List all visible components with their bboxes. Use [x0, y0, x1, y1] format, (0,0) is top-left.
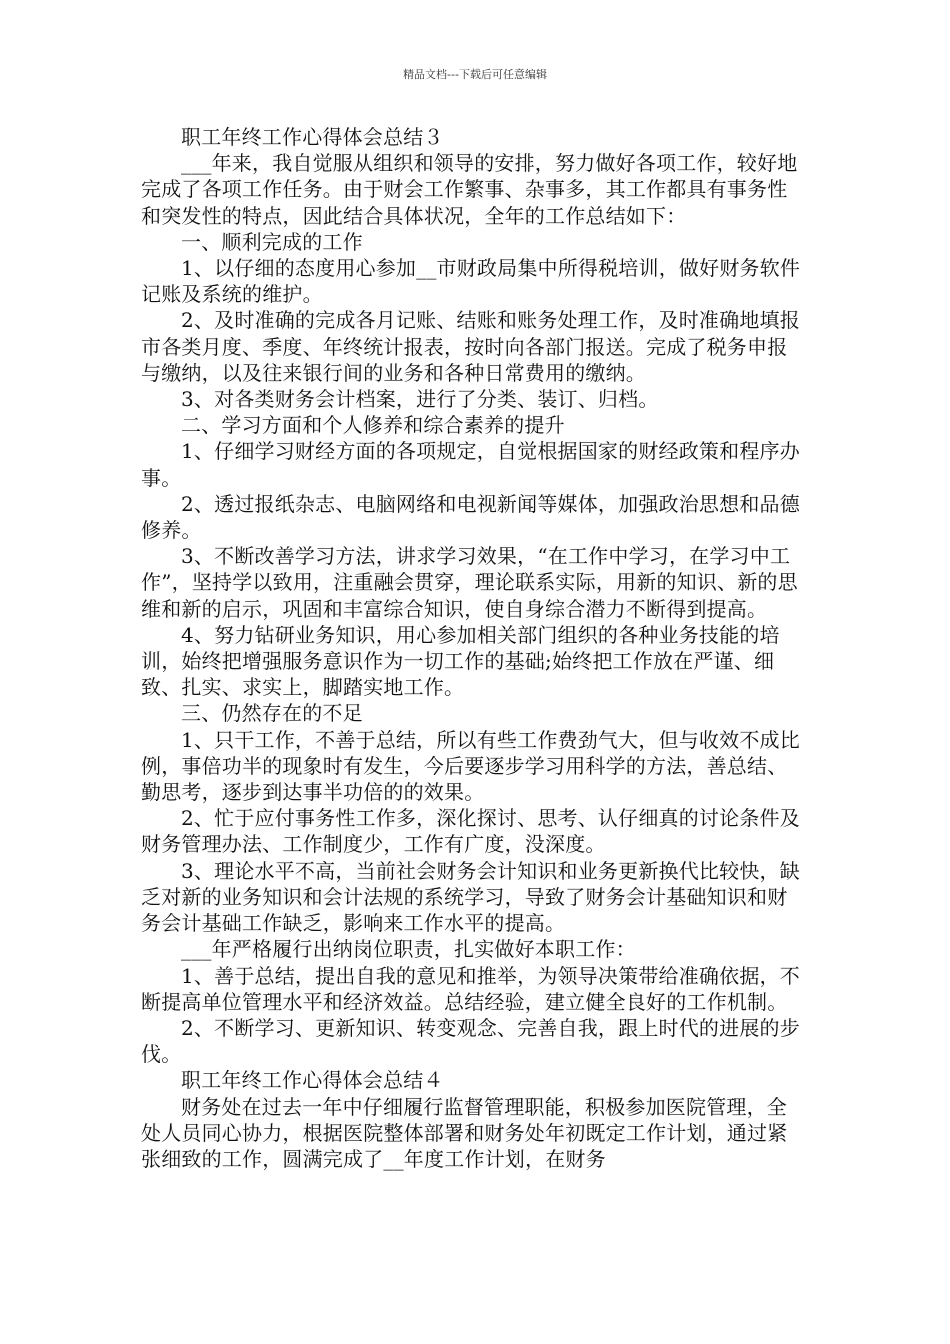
paragraph: 财务处在过去一年中仔细履行监督管理职能，积极参加医院管理，全处人员同心协力，根据医院整体部署和财务处年初既定工作计划，通过紧张细致的工作，圆满完成了__年度工作计划，在财务: [141, 1094, 788, 1171]
paragraph: ___年严格履行出纳岗位职责，扎实做好本职工作：: [181, 937, 636, 962]
paragraph-title-3: 职工年终工作心得体会总结３: [181, 125, 444, 149]
paragraph: 2、透过报纸杂志、电脑网络和电视新闻等媒体，加强政治思想和品德修养。: [141, 491, 800, 543]
paragraph-title-4: 职工年终工作心得体会总结４: [181, 1068, 444, 1093]
section-heading: 二、学习方面和个人修养和综合素养的提升: [181, 413, 565, 438]
paragraph: 1、以仔细的态度用心参加__市财政局集中所得税培训，做好财务软件记账及系统的维护。: [141, 256, 801, 307]
page-header: 精品文档---下载后可任意编辑: [403, 68, 547, 81]
paragraph: 3、对各类财务会计档案，进行了分类、装订、归档。: [181, 387, 659, 412]
paragraph: 1、仔细学习财经方面的各项规定，自觉根据国家的财经政策和程序办事。: [141, 439, 800, 490]
paragraph: 1、只干工作，不善于总结，所以有些工作费劲气大，但与收效不成比例，事倍功半的现象时有发生，今后要逐步学习用科学的方法，善总结、勤思考，逐步到达事半功倍的的效果。: [141, 727, 800, 805]
paragraph: ___年来，我自觉服从组织和领导的安排，努力做好各项工作，较好地完成了各项工作任务。由于财会工作繁事、杂事多，其工作都具有事务性和突发性的特点，因此结合具体状况，全年的工作总结如下：: [141, 151, 798, 228]
section-heading: 一、顺利完成的工作: [181, 229, 363, 254]
paragraph: 3、理论水平不高，当前社会财务会计知识和业务更新换代比较快，缺乏对新的业务知识和会计法规的系统学习，导致了财务会计基础知识和财务会计基础工作缺乏，影响来工作水平的提高。: [141, 858, 800, 936]
document-body: [141, 124, 807, 1172]
section-heading: 三、仍然存在的不足: [181, 701, 363, 726]
paragraph: 2、忙于应付事务性工作多，深化探讨、思考、认仔细真的讨论条件及财务管理办法、工作制度少，工作有广度，没深度。: [141, 806, 800, 857]
paragraph: 1、善于总结，提出自我的意见和推举，为领导决策带给准确依据，不断提高单位管理水平和经济效益。总结经验，建立健全良好的工作机制。: [141, 963, 800, 1014]
paragraph: 4、努力钻研业务知识，用心参加相关部门组织的各种业务技能的培训，始终把增强服务意识作为一切工作的基础;始终把工作放在严谨、细致、扎实、求实上，脚踏实地工作。: [141, 622, 780, 700]
paragraph: 2、不断学习、更新知识、转变观念、完善自我，跟上时代的进展的步伐。: [141, 1015, 800, 1067]
paragraph: 2、及时准确的完成各月记账、结账和账务处理工作，及时准确地填报市各类月度、季度、年终统计报表，按时向各部门报送。完成了税务申报与缴纳，以及往来银行间的业务和各种日常费用的缴纳。: [141, 308, 800, 385]
paragraph: 3、不断改善学习方法，讲求学习效果，“在工作中学习，在学习中工作”，坚持学以致用，注重融会贯穿，理论联系实际，用新的知识、新的思维和新的启示，巩固和丰富综合知识，使自身综合潜力不断得到提高。: [141, 544, 798, 621]
